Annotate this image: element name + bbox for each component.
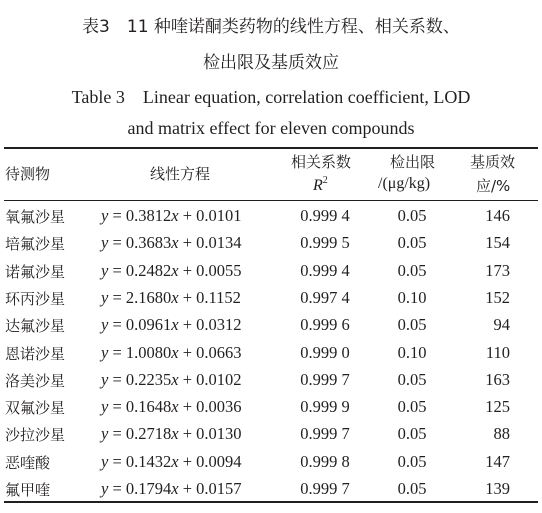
header-lod-unit: /(μg/kg)	[378, 175, 431, 192]
equation-cell: y = 0.3683x + 0.0134	[101, 233, 242, 253]
slope-value: 0.1794	[125, 479, 172, 498]
matrix-effect-cell: 110	[485, 342, 510, 362]
equation-cell: y = 0.1648x + 0.0036	[101, 397, 242, 417]
r2-cell: 0.999 8	[300, 451, 350, 471]
table-header-rule	[4, 200, 538, 201]
r2-cell: 0.999 9	[300, 397, 350, 417]
equation-cell: y = 0.2235x + 0.0102	[101, 369, 242, 389]
matrix-effect-cell: 94	[493, 315, 510, 335]
table-caption-cn-line2: 检出限及基质效应	[203, 53, 339, 73]
table-row	[0, 311, 542, 338]
lod-cell: 0.10	[397, 287, 427, 307]
equation-cell: y = 0.2718x + 0.0130	[101, 424, 242, 444]
equation-cell: y = 0.1432x + 0.0094	[101, 451, 242, 471]
matrix-effect-cell: 154	[485, 233, 510, 253]
header-lod-label: 检出限	[390, 153, 436, 171]
analyte-cell: 双氟沙星	[5, 399, 66, 418]
r2-cell: 0.997 4	[300, 287, 350, 307]
matrix-effect-cell: 152	[485, 287, 510, 307]
intercept-value: 0.0055	[196, 260, 242, 280]
slope-value: 0.1648	[125, 397, 172, 417]
table-row	[0, 229, 542, 256]
table-row	[0, 202, 542, 229]
slope-value: 0.2718	[125, 424, 172, 444]
table-caption-en-line2: and matrix effect for eleven compounds	[127, 118, 415, 138]
lod-cell: 0.05	[397, 315, 427, 335]
header-equation: 线性方程	[150, 165, 211, 183]
intercept-value: 0.0312	[196, 315, 242, 335]
r2-cell: 0.999 7	[300, 479, 350, 498]
table-row	[0, 339, 542, 366]
matrix-effect-cell: 146	[485, 206, 510, 225]
table-row	[0, 257, 542, 284]
intercept-value: 0.0157	[196, 479, 242, 498]
intercept-value: 0.0094	[196, 451, 242, 471]
r2-cell: 0.999 7	[300, 369, 350, 389]
r2-cell: 0.999 4	[300, 206, 350, 225]
matrix-effect-cell: 139	[485, 479, 510, 498]
header-me-unit: 应/%	[476, 177, 511, 195]
table-bottom-rule	[4, 501, 538, 503]
analyte-cell: 洛美沙星	[5, 371, 66, 390]
r2-cell: 0.999 6	[300, 315, 350, 335]
lod-cell: 0.05	[397, 233, 427, 253]
lod-cell: 0.05	[397, 424, 427, 444]
r2-cell: 0.999 7	[300, 424, 350, 444]
analyte-cell: 氟甲喹	[5, 481, 51, 499]
lod-cell: 0.05	[397, 451, 427, 471]
table-row	[0, 420, 542, 447]
intercept-value: 0.0130	[196, 424, 242, 444]
lod-cell: 0.05	[397, 369, 427, 389]
slope-value: 0.2235	[125, 369, 172, 389]
table-top-rule	[4, 147, 538, 149]
equation-cell: y = 0.1794x + 0.0157	[101, 479, 242, 498]
table-row	[0, 475, 542, 502]
equation-cell: y = 1.0080x + 0.0663	[101, 342, 242, 362]
matrix-effect-cell: 147	[485, 451, 510, 471]
analyte-cell: 环丙沙星	[5, 289, 66, 308]
analyte-cell: 恶喹酸	[5, 453, 51, 472]
r2-cell: 0.999 4	[300, 260, 350, 280]
table-caption-en-line1: Table 3 Linear equation, correlation coefficient, LOD	[71, 87, 471, 107]
equation-cell: y = 0.3812x + 0.0101	[101, 206, 242, 225]
intercept-value: 0.1152	[196, 287, 241, 307]
header-r2-label: 相关系数	[291, 153, 352, 171]
intercept-value: 0.0036	[196, 397, 242, 417]
slope-value: 0.3812	[125, 206, 172, 225]
matrix-effect-cell: 173	[485, 260, 510, 280]
analyte-cell: 达氟沙星	[5, 317, 66, 336]
slope-value: 2.1680	[125, 287, 172, 307]
analyte-cell: 沙拉沙星	[5, 426, 66, 445]
r2-cell: 0.999 5	[300, 233, 350, 253]
analyte-cell: 氧氟沙星	[5, 208, 66, 226]
analyte-cell: 诺氟沙星	[5, 262, 66, 281]
analyte-cell: 恩诺沙星	[5, 344, 66, 363]
slope-value: 0.2482	[125, 260, 172, 280]
slope-value: 0.1432	[125, 451, 172, 471]
lod-cell: 0.05	[397, 206, 427, 225]
r2-cell: 0.999 0	[300, 342, 350, 362]
analyte-cell: 培氟沙星	[5, 235, 66, 254]
matrix-effect-cell: 88	[493, 424, 510, 444]
equation-cell: y = 0.0961x + 0.0312	[101, 315, 242, 335]
slope-value: 0.3683	[125, 233, 172, 253]
matrix-effect-cell: 163	[485, 369, 510, 389]
slope-value: 1.0080	[125, 342, 172, 362]
lod-cell: 0.05	[397, 260, 427, 280]
lod-cell: 0.05	[397, 397, 427, 417]
intercept-value: 0.0134	[196, 233, 242, 253]
table-row	[0, 393, 542, 420]
lod-cell: 0.10	[397, 342, 427, 362]
intercept-value: 0.0101	[196, 206, 242, 225]
table-caption-cn-line1: 表3 11 种喹诺酮类药物的线性方程、相关系数、	[82, 17, 460, 37]
header-analyte: 待测物	[5, 165, 51, 183]
table-row	[0, 366, 542, 393]
matrix-effect-cell: 125	[485, 397, 510, 417]
intercept-value: 0.0663	[196, 342, 242, 362]
header-me-label: 基质效	[470, 153, 516, 171]
slope-value: 0.0961	[125, 315, 172, 335]
intercept-value: 0.0102	[196, 369, 242, 389]
equation-cell: y = 0.2482x + 0.0055	[101, 260, 242, 280]
equation-cell: y = 2.1680x + 0.1152	[101, 287, 241, 307]
lod-cell: 0.05	[397, 479, 427, 498]
table-row	[0, 284, 542, 311]
table-row	[0, 448, 542, 475]
header-r2-symbol: $R^2$	[313, 175, 328, 194]
